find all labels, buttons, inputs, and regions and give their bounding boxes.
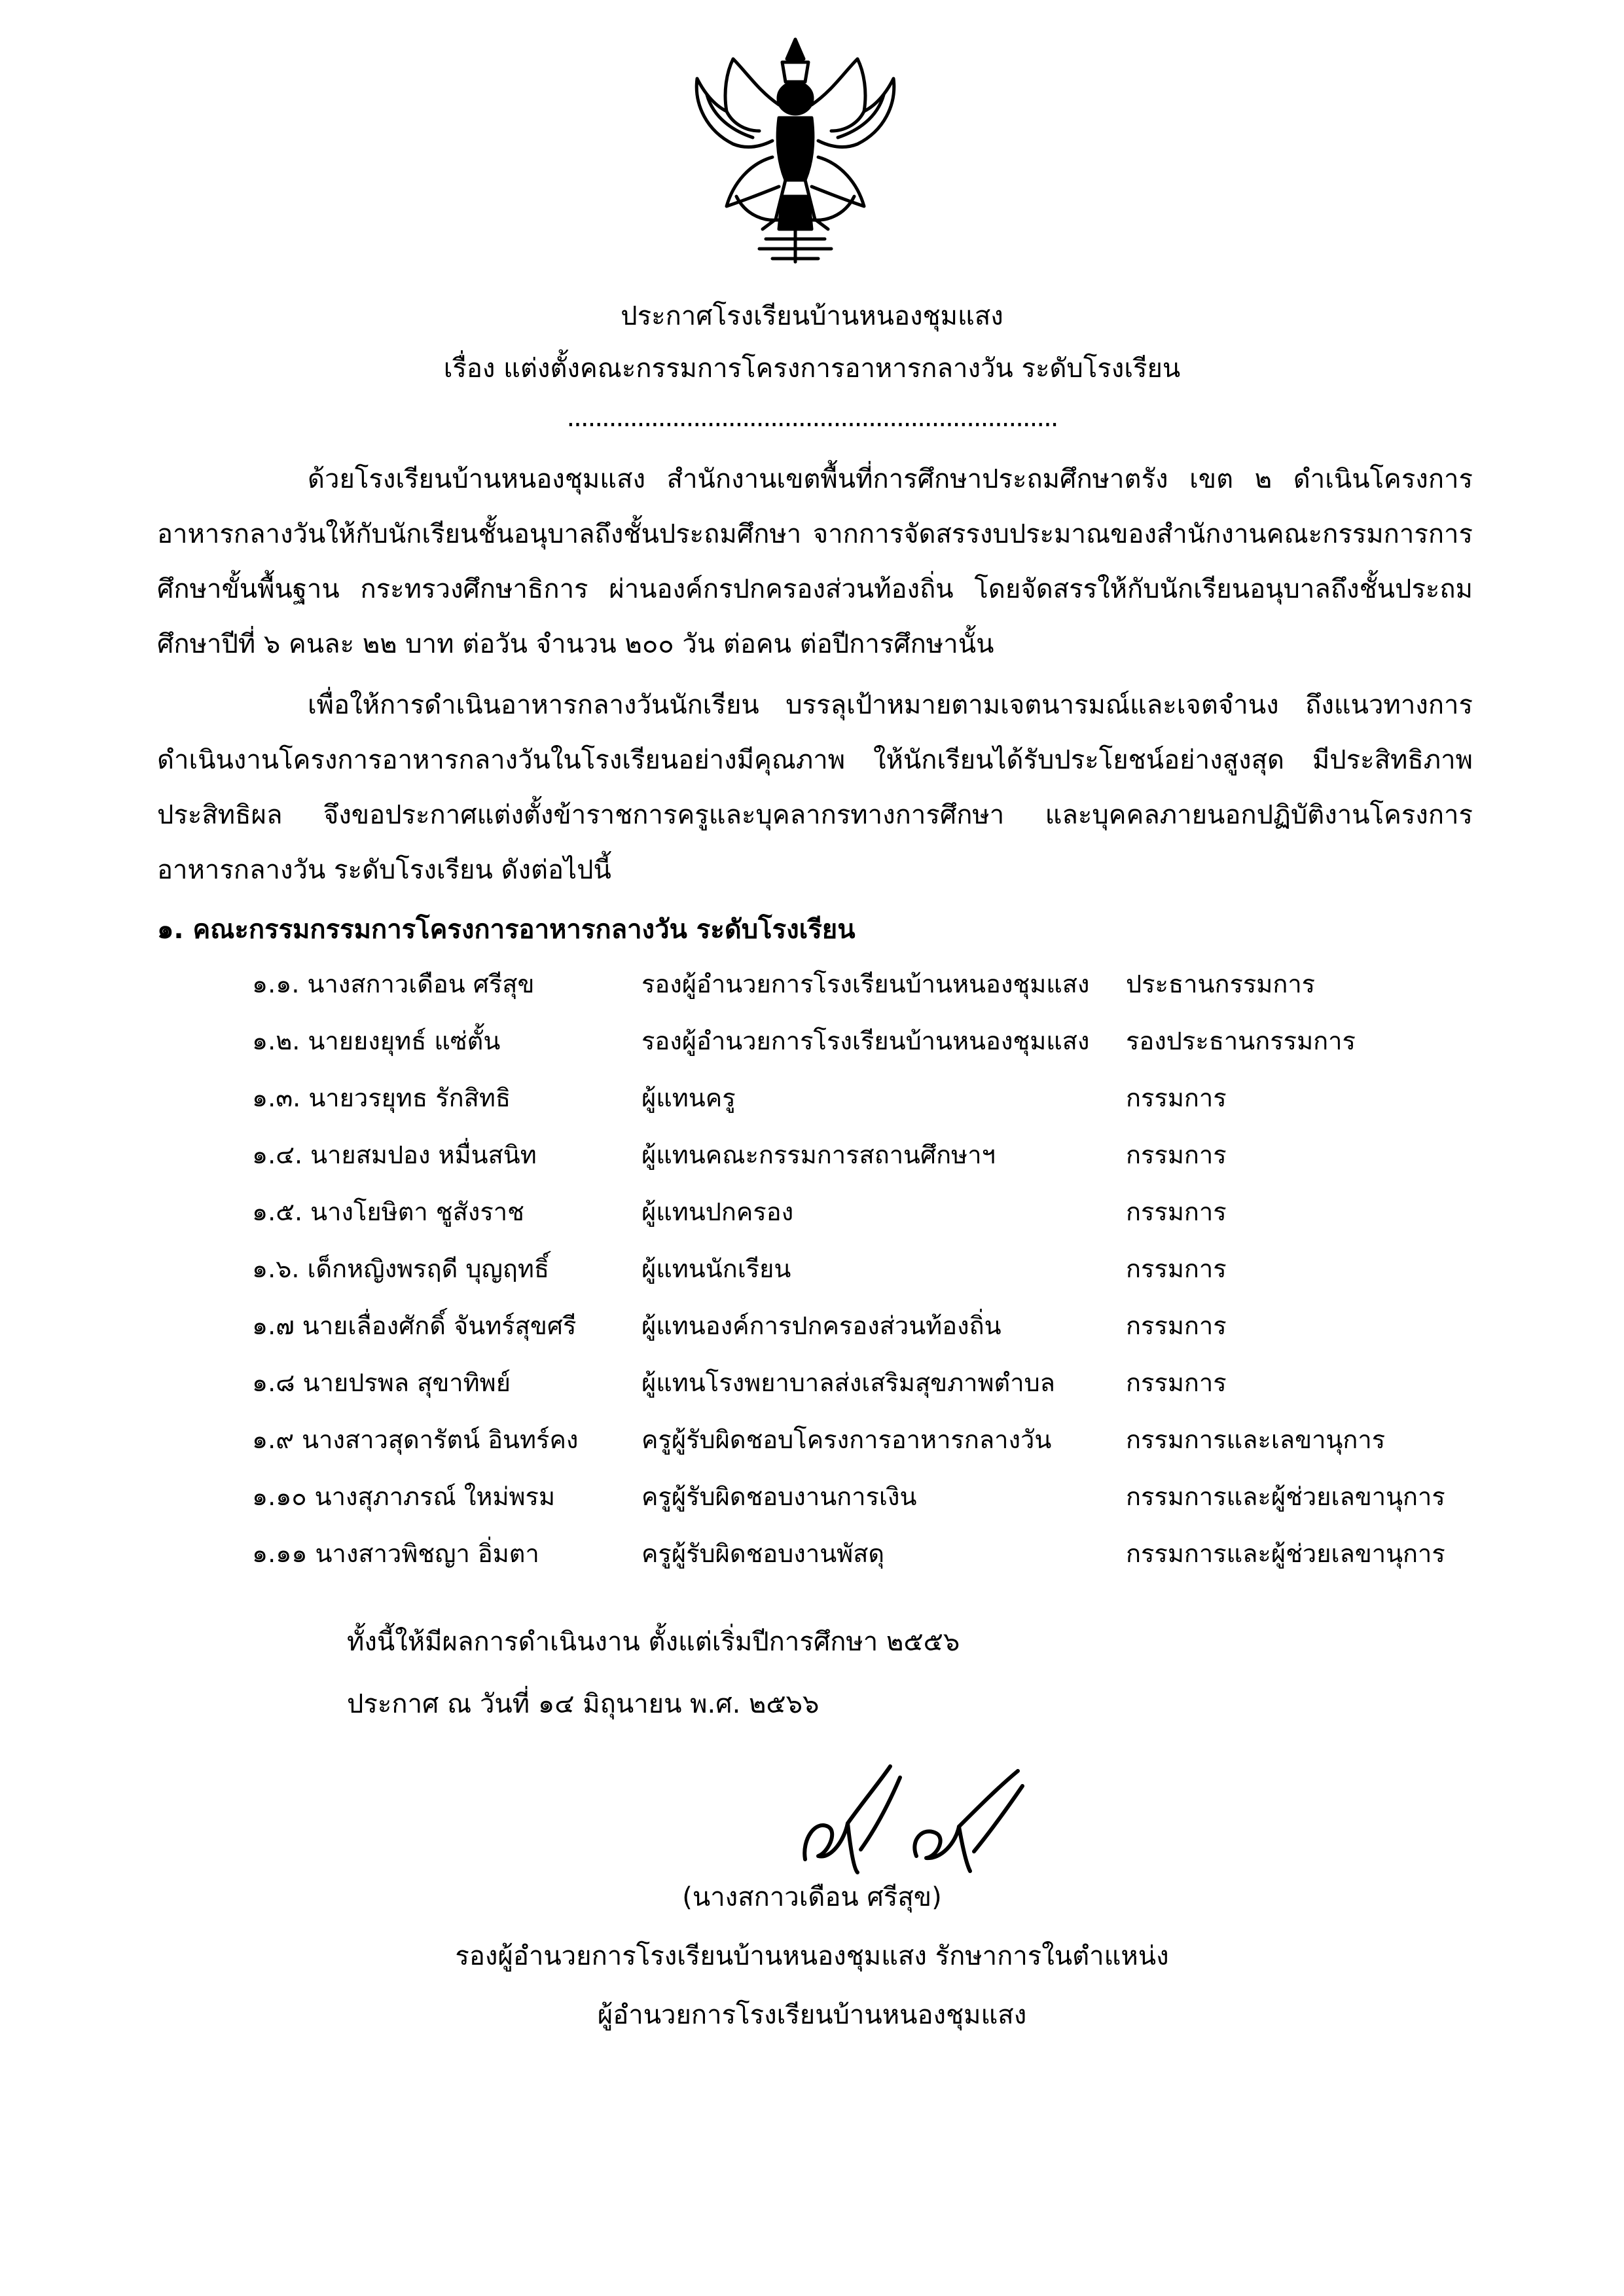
member-role: กรรมการ	[1126, 1084, 1227, 1112]
committee-row	[252, 1080, 1496, 1137]
committee-row	[252, 1194, 1496, 1250]
committee-row	[252, 1307, 1496, 1364]
committee-row	[252, 966, 1496, 1023]
member-role: กรรมการและเลขานุการ	[1126, 1425, 1386, 1454]
body-paragraph-1: ด้วยโรงเรียนบ้านหนองชุมแสง สำนักงานเขตพื้นที่การศึกษาประถมศึกษาตรัง เขต ๒ ดำเนินโครงการอาหารกลางวันให้กับนักเรียนชั้นอนุบาลถึงชั้นประถมศึกษา จากการจัดสรรงบประมาณของสำนักงานคณะกรรมการการศึกษาขั้นพื้นฐาน กระทรวงศึกษาธิการ ผ่านองค์กรปกครองส่วนท้องถิ่น โดยจัดสรรให้กับนักเรียนอนุบาลถึงชั้นประถมศึกษาปีที่ ๖ คนละ ๒๒ บาท ต่อวัน จำนวน ๒๐๐ วัน ต่อคน ต่อปีการศึกษานั้น	[157, 464, 1473, 659]
member-name: ๑.๓. นายวรยุทธ รักสิทธิ	[252, 1084, 511, 1112]
member-position: ผู้แทนครู	[641, 1084, 736, 1112]
member-position: ผู้แทนองค์การปกครองส่วนท้องถิ่น	[641, 1311, 1001, 1340]
member-name: ๑.๙ นางสาวสุดารัตน์ อินทร์คง	[252, 1425, 579, 1454]
announcement-subject: เรื่อง แต่งตั้งคณะกรรมการโครงการอาหารกลางวัน ระดับโรงเรียน	[443, 354, 1181, 384]
member-name: ๑.๕. นางโยษิตา ชูสังราช	[252, 1197, 524, 1226]
signer-name: (นางสกาวเดือน ศรีสุข)	[682, 1882, 942, 1912]
body-paragraph-2: เพื่อให้การดำเนินอาหารกลางวันนักเรียน บรรลุเป้าหมายตามเจตนารมณ์และเจตจำนง ถึงแนวทางการดำเนินงานโครงการอาหารกลางวันในโรงเรียนอย่างมีคุณภาพ ให้นักเรียนได้รับประโยชน์อย่างสูงสุด มีประสิทธิภาพประสิทธิผล จึงขอประกาศแต่งตั้งข้าราชการครูและบุคลากรทางการศึกษา และบุคคลภายนอกปฏิบัติงานโครงการอาหารกลางวัน ระดับโรงเรียน ดังต่อไปนี้	[157, 690, 1473, 885]
title-divider: ......................................................................	[566, 403, 1058, 433]
member-position: ครูผู้รับผิดชอบโครงการอาหารกลางวัน	[641, 1425, 1052, 1454]
member-role: กรรมการและผู้ช่วยเลขานุการ	[1126, 1539, 1445, 1568]
member-role: ประธานกรรมการ	[1126, 970, 1316, 998]
member-position: ผู้แทนปกครอง	[641, 1197, 794, 1226]
member-role: กรรมการ	[1126, 1368, 1227, 1397]
member-role: กรรมการ	[1126, 1254, 1227, 1283]
committee-row	[252, 1364, 1496, 1421]
signature-icon	[792, 1761, 1067, 1886]
member-position: ผู้แทนโรงพยาบาลส่งเสริมสุขภาพตำบล	[641, 1368, 1055, 1397]
committee-row	[252, 1535, 1496, 1592]
member-role: กรรมการ	[1126, 1197, 1227, 1226]
committee-row	[252, 1478, 1496, 1535]
garuda-emblem-icon	[687, 33, 903, 268]
committee-row	[252, 1023, 1496, 1080]
member-role: กรรมการ	[1126, 1140, 1227, 1169]
committee-row	[252, 1250, 1496, 1307]
committee-list	[252, 966, 1496, 1592]
member-position: รองผู้อำนวยการโรงเรียนบ้านหนองชุมแสง	[641, 970, 1090, 998]
section-heading: ๑. คณะกรรมกรรมการโครงการอาหารกลางวัน ระดับโรงเรียน	[157, 915, 856, 945]
committee-row	[252, 1421, 1496, 1478]
member-name: ๑.๔. นายสมปอง หมื่นสนิท	[252, 1140, 537, 1169]
effective-date-line: ทั้งนี้ให้มีผลการดำเนินงาน ตั้งแต่เริ่มปีการศึกษา ๒๕๕๖	[347, 1627, 960, 1657]
member-position: ครูผู้รับผิดชอบงานการเงิน	[641, 1482, 917, 1511]
member-name: ๑.๑๑ นางสาวพิชญา อิ่มตา	[252, 1539, 539, 1568]
member-name: ๑.๘ นายปรพล สุขาทิพย์	[252, 1368, 511, 1397]
member-name: ๑.๖. เด็กหญิงพรฤดี บุญฤทธิ์	[252, 1254, 550, 1283]
member-position: รองผู้อำนวยการโรงเรียนบ้านหนองชุมแสง	[641, 1027, 1090, 1055]
committee-row	[252, 1137, 1496, 1194]
member-role: กรรมการ	[1126, 1311, 1227, 1340]
signer-position-line-2: ผู้อำนวยการโรงเรียนบ้านหนองชุมแสง	[597, 2000, 1027, 2030]
member-position: ผู้แทนนักเรียน	[641, 1254, 791, 1283]
member-name: ๑.๑. นางสกาวเดือน ศรีสุข	[252, 970, 535, 998]
member-role: กรรมการและผู้ช่วยเลขานุการ	[1126, 1482, 1445, 1511]
member-name: ๑.๑๐ นางสุภาภรณ์ ใหม่พรม	[252, 1482, 555, 1511]
member-position: ครูผู้รับผิดชอบงานพัสดุ	[641, 1539, 885, 1568]
member-role: รองประธานกรรมการ	[1126, 1027, 1356, 1055]
announcement-title: ประกาศโรงเรียนบ้านหนองชุมแสง	[621, 301, 1003, 331]
member-position: ผู้แทนคณะกรรมการสถานศึกษาฯ	[641, 1140, 996, 1169]
announcement-date-line: ประกาศ ณ วันที่ ๑๔ มิถุนายน พ.ศ. ๒๕๖๖	[347, 1689, 820, 1719]
member-name: ๑.๒. นายยงยุทธ์ แซ่ตั้น	[252, 1027, 501, 1055]
signer-position-line-1: รองผู้อำนวยการโรงเรียนบ้านหนองชุมแสง รักษาการในตำแหน่ง	[455, 1941, 1169, 1971]
member-name: ๑.๗ นายเลื่องศักดิ์ จันทร์สุขศรี	[252, 1311, 577, 1340]
